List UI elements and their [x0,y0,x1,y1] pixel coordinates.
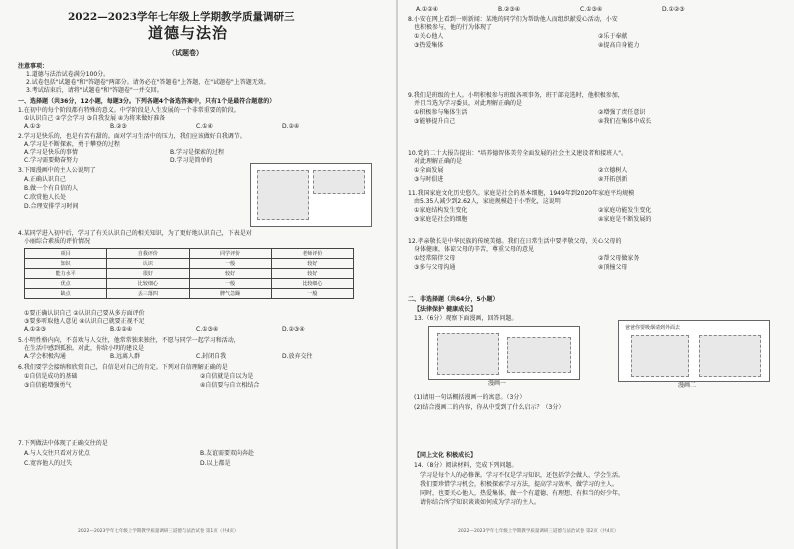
q3-opt-b: B.做一个有自信的人 [24,185,79,192]
table-cell: 一般 [189,279,271,289]
table-header-cell: 同学评价 [189,249,271,259]
table-cell: 知识 [25,259,107,269]
table-cell: 很好 [107,269,189,279]
q3-opt-a: A.正确认识自己 [24,176,66,183]
q6-line1: 6.我们要学会接纳和欣赏自己，自信是对自己的肯定。下列对自信理解正确的是 [18,364,228,371]
q2-line2: A.学习是不断探索，勇于攀登的过程 [24,141,120,148]
comic-two-figure [631,335,689,377]
q4-opt-b: B.①②④ [110,326,133,333]
q8-opt-4: ④提高自身能力 [598,42,640,49]
q2-opt-d: D.学习是简单的 [170,157,213,164]
table-cell: 能力水平 [25,269,107,279]
q7-tail-opt-b: B.②③④ [498,6,521,13]
q6-opt-4: ④自信要与自立相结合 [200,382,260,389]
q7-opt-b: B.友谊需要双向奔赴 [200,450,255,457]
q4-opt-c: C.①③④ [196,326,219,333]
table-row [25,249,354,259]
q10-opt-1: ①全面发展 [414,167,444,174]
table-cell: 丢三落四 [107,289,189,299]
table-header-cell: 自我评价 [107,249,189,259]
section-1-title: 一、选择题（共36分，12小题，每题3分。下列各题4个备选答案中，只有1个是最符合题意的） [18,98,276,105]
q2-opt-b: B.学习是探索的过程 [170,149,225,156]
q4-line2: 小丽综合素质的评价情况 [24,238,91,245]
q9-line2: 并且当选为学习委员，对此理解正确的是 [414,100,523,107]
comic-two-caption: 漫画二 [678,382,697,389]
table-header-cell: 项目 [25,249,107,259]
comic-one [428,326,580,380]
q12-opt-4: ④顶撞父母 [598,264,628,271]
q6-opt-3: ③自信能增强勇气 [24,382,72,389]
section-2-title: 二、非选择题（共64分，5小题） [408,296,499,303]
q10-line2: 对此理解正确的是 [414,158,463,165]
q7-opt-a: A.与人交往只看对方优点 [24,450,90,457]
q10-opt-3: ③与时俱进 [414,176,444,183]
comic-two-bubble: 爸爸你要吸烟请到外面去 [625,325,681,331]
q5-line1: 5.小明性格内向，不喜欢与人交往，他常常独来独往，不愿与同学一起学习和活动， [18,337,240,344]
q5-opt-c: C.封闭自我 [196,353,227,360]
q3-opt-c: C.欣赏他人长处 [24,194,67,201]
q11-opt-2: ②家庭功能发生变化 [598,207,652,214]
q11-opt-1: ①家庭结构发生变化 [414,207,468,214]
q14-text-3: 同时，也要关心他人，热爱集体，做一个有道德、有理想、有担当的好少年。 [420,490,625,497]
table-cell: 缺点 [25,289,107,299]
q12-opt-1: ①经常陪伴父母 [414,255,456,262]
comic-one-figure [437,333,499,375]
subsection-1-title: 【法律保护 健康成长】 [414,306,477,313]
cartoon-figure [257,170,309,220]
q14-text-1: 学习是每个人的必修课。学习不仅是学习知识，还包括学会做人、学会生活。 [420,472,625,479]
table-row [25,279,354,289]
q8-opt-2: ②乐于奉献 [598,33,628,40]
q10-opt-4: ④开拓创新 [598,176,628,183]
comic-two [618,320,770,382]
q3-opt-d: D.合理安排学习时间 [24,203,79,210]
q2-opt-c: C.学习需要勤奋努力 [24,157,79,164]
right-footer: 2022—2023学年七年级上学期教学质量调研三道德与法治试卷 第2页（共4页） [458,529,619,534]
exam-header: 2022—2023学年七年级上学期教学质量调研三 [68,11,295,23]
q7-opt-c: C.宽容他人的过失 [24,460,73,467]
q8-line1: 8.小安在网上看到一则新闻：某地的同学们为帮助他人而组织献爱心活动，小安 [408,16,618,23]
table-cell: 较好 [189,269,271,279]
q9-opt-2: ②增强了责任意识 [598,109,646,116]
q5-opt-a: A.学会积极沟通 [24,353,66,360]
evaluation-table [24,248,354,299]
table-cell: 一般 [271,289,353,299]
q4-line1: 4.某同学进入初中后，学习了有关认识自己的相关知识，为了更好地认识自己，下表是对 [18,230,252,237]
paper-label: （试题卷） [168,49,203,57]
table-row [25,289,354,299]
q9-opt-1: ①积极参与集体生活 [414,109,468,116]
q10-line1: 10.党的二十大报告提出："培养德智体美劳全面发展的社会主义建设者和接班人"。 [408,150,628,157]
q7-tail-opt-d: D.①②③ [662,6,685,13]
q9-opt-3: ③能够提升自己 [414,118,456,125]
q2-line1: 2.学习是快乐的，也是有苦有甜的。面对学习生活中的压力，我们应该做好自我调节。 [18,133,246,140]
q1-opt-b: B.②③ [110,123,127,130]
notice-2: 2.试卷包括"试题卷"和"答题卷"两部分。请务必在"答题卷"上答题，在"试题卷"上答题无效。 [26,79,270,86]
table-cell: 优点 [25,279,107,289]
q11-line2: 由5.35人减少到2.62人，家庭规模趋于小型化，这说明 [414,198,561,205]
q12-opt-3: ③多与父母沟通 [414,264,456,271]
q1-opt-c: C.①④ [196,123,213,130]
q6-opt-2: ②自信就是自以为是 [200,373,254,380]
notice-title: 注意事项： [18,63,49,70]
comic-one-caption: 漫画一 [488,380,507,387]
q8-opt-1: ①关心他人 [414,33,444,40]
q12-line2: 身体健康，体谅父母的辛苦，尊重父母的意见 [414,246,535,253]
left-footer: 2022—2023学年七年级上学期教学质量调研三道德与法治试卷 第1页（共4页） [78,529,239,534]
q4-stmt-2: ③要多听取他人意见 ④认识自己就要正视不足 [24,318,145,325]
q1-opt-a: A.①③ [24,123,41,130]
q14-prompt: 14.（8分）阅读材料，完成下列问题。 [414,462,518,469]
q12-opt-2: ②帮父母做家务 [598,255,640,262]
q11-opt-4: ④家庭是不断发展的 [598,216,652,223]
q4-opt-a: A.①②③ [24,326,47,333]
q10-opt-2: ②立德树人 [598,167,628,174]
table-cell: 比较细心 [271,279,353,289]
comic-one-scene [507,337,571,373]
q7-tail-opt-a: A.①②④ [416,6,439,13]
notice-3: 3.考试结束后，请将"试题卷"和"答题卷"一并交回。 [26,87,163,94]
comic-two-scene [699,335,761,377]
table-cell: 较好 [271,259,353,269]
q3-cartoon [250,163,372,227]
q4-opt-d: D.②③④ [282,326,305,333]
notice-1: 1.道德与法治试卷满分100分。 [26,71,110,78]
q13-prompt: 13.（6分）观察下面漫画，回答问题。 [414,315,518,322]
table-cell: 一般 [189,259,271,269]
q1-line1: 1.在初中的每个阶段都有特殊的意义。中学阶段是人生发展的一个非常重要的阶段。 [18,107,240,114]
q14-text-4: 请你结合所学知识谈谈如何成为学习的主人。 [420,499,541,506]
q4-stmt-1: ①要正确认识自己 ②认识自己要从多方面评价 [24,310,145,317]
table-row [25,259,354,269]
q9-opt-4: ④我们在集体中成长 [598,118,652,125]
q7-tail-opt-c: C.①③④ [580,6,603,13]
cartoon-speech [313,170,365,194]
q7-opt-d: D.以上都是 [200,460,231,467]
table-cell: 认识 [107,259,189,269]
subsection-2-title: 【同上文化 积极成长】 [414,452,477,459]
q5-opt-b: B.远离人群 [110,353,141,360]
q7-line1: 7.下列做法中体现了正确交往的是 [18,440,108,447]
q13-ask-1: (1)请用一句话概括漫画一的寓意。（3分） [414,394,526,401]
q11-line1: 11.我国家庭文化历史悠久。家庭是社会的基本细胞，1949年到2020年家庭平均规模 [408,190,635,197]
q2-opt-a: A.学习是快乐的事情 [24,149,78,156]
q11-opt-3: ③家庭是社会的细胞 [414,216,468,223]
table-cell: 比较细心 [107,279,189,289]
q13-ask-2: (2)结合漫画二的内容，你从中受到了什么启示？（3分） [414,404,565,411]
table-row [25,269,354,279]
q8-line2: 也积极参与，他的行为体现了 [414,24,493,31]
left-page [0,0,396,549]
q6-opt-1: ①自信是成功的基础 [24,373,78,380]
q8-opt-3: ③热爱集体 [414,42,444,49]
q12-line1: 12.孝亲敬长是中华民族的传统美德。我们在日常生活中要孝敬父母，关心父母的 [408,238,622,245]
q1-opt-d: D.②④ [282,123,300,130]
q14-text-2: 我们要珍惜学习机会，积极探索学习方法，提高学习效率，做学习的主人。 [420,481,619,488]
q5-line2: 在生活中感到孤独。对此，你给小明的建议是 [24,345,145,352]
q5-opt-d: D.放弃交往 [282,353,313,360]
q1-line2: ①认识自己 ②学会学习 ③自我发展 ④为将来做好准备 [24,115,166,122]
table-header-cell: 老师评价 [271,249,353,259]
table-cell: 脾气急躁 [189,289,271,299]
table-cell: 较好 [271,269,353,279]
subject-title: 道德与法治 [148,24,229,42]
q3-line1: 3.下图漫画中的主人公说明了 [18,167,96,174]
right-page [398,0,794,549]
q9-line1: 9.我们是班级的主人。小明积极参与班级各项事务，班干部竞选时，他积极参加， [408,92,624,99]
